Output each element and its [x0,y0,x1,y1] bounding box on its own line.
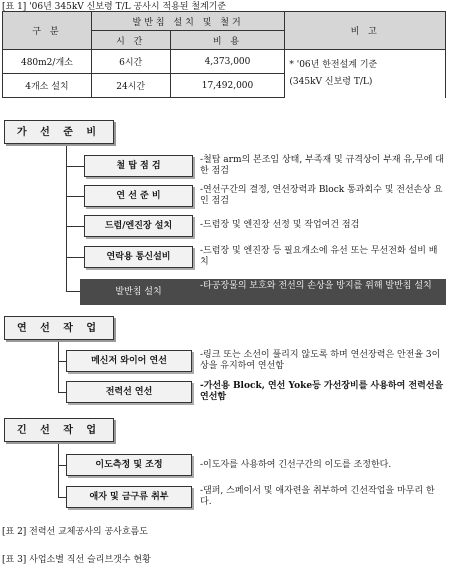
section-stringing-work: 연 선 작 업 [4,316,114,340]
cell-cost: 17,492,000 [170,74,285,98]
table1-caption: [표 1] '06년 345kV 신보령 T/L 공사시 적용된 철계기준 [2,2,227,12]
cell-time: 6시간 [91,50,170,74]
cell-section: 480m2/개소 [3,50,92,74]
connector-line [58,497,66,498]
note-line1: * '06년 한전설계 기준 [289,59,378,70]
section-tensioning-work: 긴 선 작 업 [4,418,114,442]
cost-table [2,11,446,98]
header-time: 시 간 [91,31,170,50]
step-drum-engine-setup: 드럼/엔진장 설치 [84,215,193,237]
step-conductor-stringing-desc: -가선용 Block, 연선 Yoke등 가선장비를 사용하여 전력선을 연선함 [200,381,444,402]
figure2-caption: [표 2] 전력선 교체공사의 공사흐름도 [2,527,148,537]
connector-line [66,166,84,167]
header-section: 구 분 [3,12,92,50]
step-insulator-fitting-desc: -댐퍼, 스페이서 및 애자련을 취부하여 긴선작업을 마무리 한다. [200,486,435,507]
connector-line [58,361,66,362]
step-comm-equipment: 연락용 통신설비 [84,246,193,268]
table-row [3,50,446,74]
header-note: 비 고 [285,12,446,50]
step-sag-adjust-desc: -이도자를 사용하여 긴선구간의 이도를 조정한다. [200,460,392,470]
note-line2: (345kV 신보령 T/L) [289,76,373,87]
step-messenger-wire-desc: -링크 또는 소선이 풀리지 않도록 하며 연선장력은 안전율 3이상을 유지하여 연선함 [200,350,441,371]
connector-line [58,442,59,498]
step-comm-equipment-desc: -드럼장 및 엔진장 등 필요개소에 유선 또는 무선전화 설비 배치 [200,246,438,267]
connector-line [66,226,84,227]
step-messenger-wire: 메신저 와이어 연선 [66,350,192,372]
step-drum-engine-setup-desc: -드럼장 및 엔진장 선정 및 작업여건 점검 [200,220,360,230]
connector-line [66,257,84,258]
step-support-install-desc: -타공장물의 보호와 전선의 손상을 방지를 위해 발반침 설치 [200,281,432,291]
header-group: 발반침 설치 및 철거 [91,12,285,31]
step-insulator-fitting: 애자 및 금구류 취부 [66,486,192,508]
connector-line [58,392,66,393]
cell-cost: 4,373,000 [170,50,285,74]
cell-note [285,50,446,98]
step-tower-inspection: 철 탑 점 검 [84,155,193,177]
step-tower-inspection-desc: -철탑 arm의 본조임 상태, 부족재 및 규격상이 부재 유,무에 대한 점검 [200,155,444,176]
section-wire-prep: 가 선 준 비 [4,120,114,144]
connector-line [58,340,59,393]
step-stringing-prep: 연 선 준 비 [84,185,193,207]
step-support-install: 발반침 설치 [84,281,193,303]
table3-caption: [표 3] 사업소별 직선 슬리브갯수 현황 [2,555,151,565]
cell-time: 24시간 [91,74,170,98]
connector-line [58,465,66,466]
step-conductor-stringing: 전력선 연선 [66,381,192,403]
step-sag-adjust: 이도측정 및 조정 [66,454,192,476]
cell-section: 4개소 설치 [3,74,92,98]
header-cost: 비 용 [170,31,285,50]
step-stringing-prep-desc: -연선구간의 결정, 연선장력과 Block 통과회수 및 전선손상 요인 점검 [200,185,443,206]
highlight-row [80,279,446,305]
connector-line [66,196,84,197]
